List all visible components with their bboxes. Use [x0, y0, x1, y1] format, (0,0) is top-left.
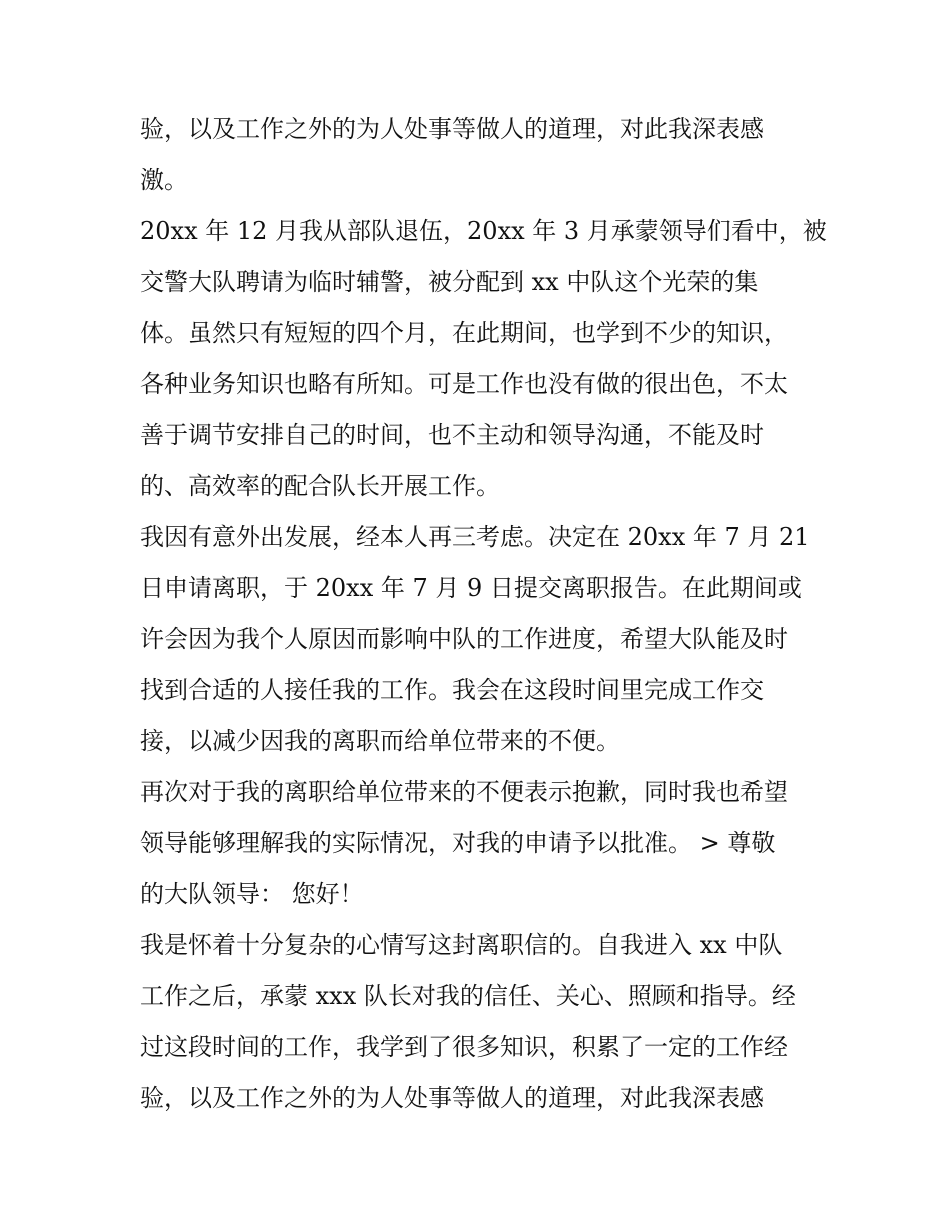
text-line: 激。	[140, 166, 188, 194]
text-line: 验，以及工作之外的为人处事等做人的道理，对此我深表感	[140, 1084, 764, 1112]
text-line: 领导能够理解我的实际情况，对我的申请予以批准。 > 尊敬	[140, 829, 776, 857]
text-line: 再次对于我的离职给单位带来的不便表示抱歉，同时我也希望	[140, 778, 788, 806]
text-line: 各种业务知识也略有所知。可是工作也没有做的很出色，不太	[140, 370, 788, 398]
text-line: 的大队领导： 您好！	[140, 880, 364, 908]
text-line: 工作之后，承蒙 xxx 队长对我的信任、关心、照顾和指导。经	[140, 982, 796, 1010]
text-line: 的、高效率的配合队长开展工作。	[140, 472, 500, 500]
text-line: 我因有意外出发展，经本人再三考虑。决定在 20xx 年 7 月 21	[140, 523, 810, 551]
text-line: 20xx 年 12 月我从部队退伍，20xx 年 3 月承蒙领导们看中，被	[140, 217, 827, 245]
text-line: 日申请离职，于 20xx 年 7 月 9 日提交离职报告。在此期间或	[140, 574, 802, 602]
text-line: 交警大队聘请为临时辅警，被分配到 xx 中队这个光荣的集	[140, 268, 759, 296]
text-line: 体。虽然只有短短的四个月，在此期间，也学到不少的知识，	[140, 319, 788, 347]
text-line: 我是怀着十分复杂的心情写这封离职信的。自我进入 xx 中队	[140, 931, 783, 959]
document-body	[140, 104, 830, 1124]
text-line: 找到合适的人接任我的工作。我会在这段时间里完成工作交	[140, 676, 764, 704]
text-line: 验，以及工作之外的为人处事等做人的道理，对此我深表感	[140, 115, 764, 143]
text-line: 接，以减少因我的离职而给单位带来的不便。	[140, 727, 620, 755]
text-line: 许会因为我个人原因而影响中队的工作进度，希望大队能及时	[140, 625, 788, 653]
text-line: 善于调节安排自己的时间，也不主动和领导沟通，不能及时	[140, 421, 764, 449]
text-line: 过这段时间的工作，我学到了很多知识，积累了一定的工作经	[140, 1033, 788, 1061]
